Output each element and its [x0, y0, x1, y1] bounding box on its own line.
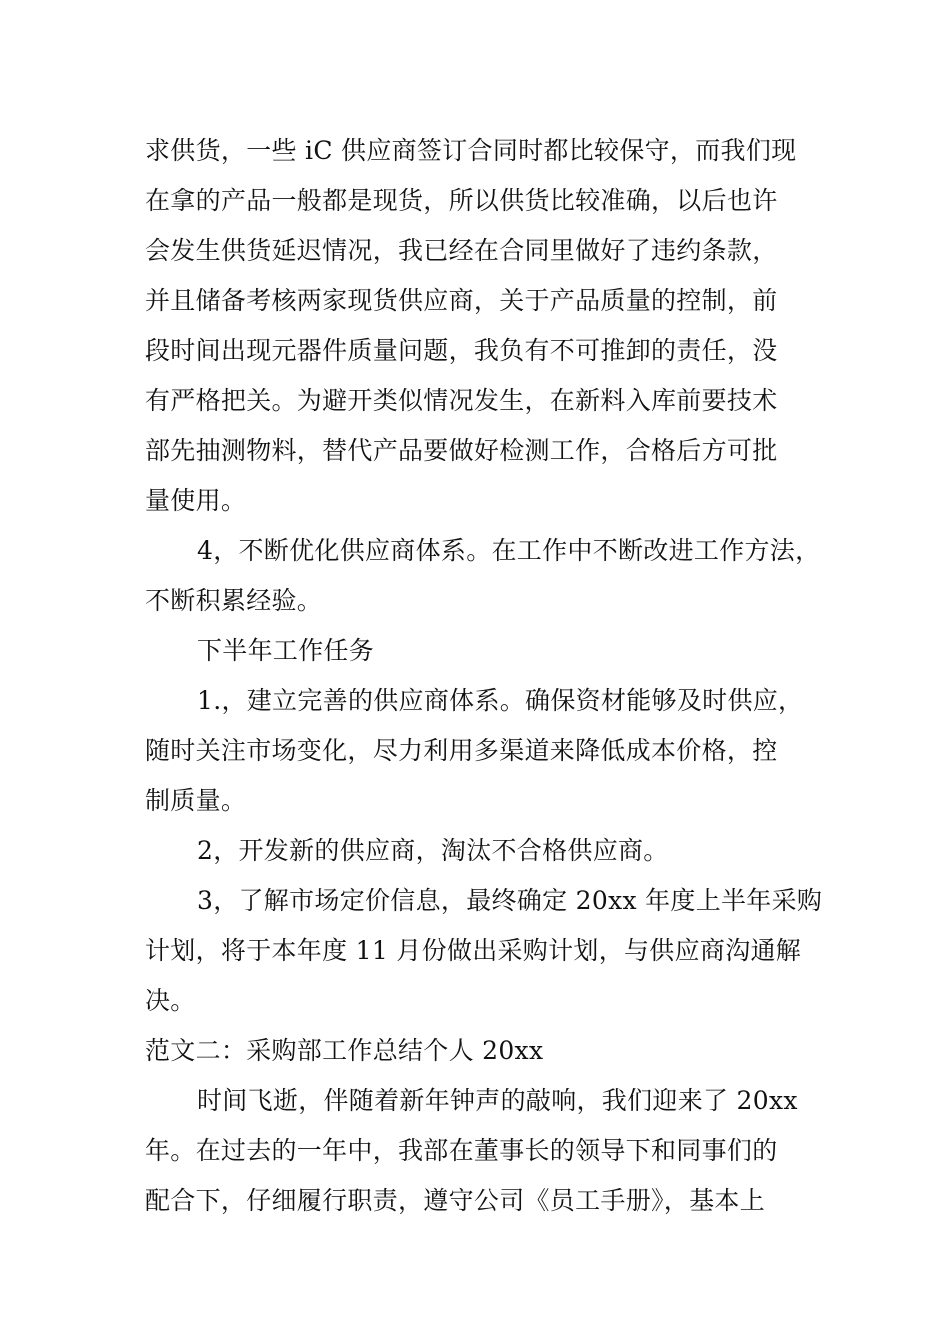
text-line: 量使用。: [145, 486, 247, 515]
paragraph-start-line: 1.，建立完善的供应商体系。确保资材能够及时供应，: [197, 686, 804, 715]
paragraph-start-line: 4，不断优化供应商体系。在工作中不断改进工作方法，: [197, 536, 821, 565]
text-line: 随时关注市场变化，尽力利用多渠道来降低成本价格，控: [145, 736, 778, 765]
text-line: 决。: [145, 986, 196, 1015]
section-heading: 下半年工作任务: [197, 636, 375, 665]
text-line: 不断积累经验。: [145, 586, 323, 615]
paragraph-start-line: 2，开发新的供应商，淘汰不合格供应商。: [197, 836, 669, 865]
text-line: 配合下，仔细履行职责，遵守公司《员工手册》，基本上: [145, 1186, 766, 1215]
text-line: 制质量。: [145, 786, 247, 815]
paragraph-start-line: 时间飞逝，伴随着新年钟声的敲响，我们迎来了 20xx: [197, 1086, 798, 1115]
text-line: 计划，将于本年度 11 月份做出采购计划，与供应商沟通解: [145, 936, 802, 965]
document-body: [145, 126, 825, 1226]
text-line: 年。在过去的一年中，我部在董事长的领导下和同事们的: [145, 1136, 778, 1165]
article-heading: 范文二：采购部工作总结个人 20xx: [145, 1036, 544, 1065]
text-line: 段时间出现元器件质量问题，我负有不可推卸的责任，没: [145, 336, 778, 365]
paragraph-start-line: 3，了解市场定价信息，最终确定 20xx 年度上半年采购: [197, 886, 823, 915]
text-line: 部先抽测物料，替代产品要做好检测工作，合格后方可批: [145, 436, 778, 465]
text-line: 有严格把关。为避开类似情况发生，在新料入库前要技术: [145, 386, 778, 415]
text-line: 并且储备考核两家现货供应商，关于产品质量的控制，前: [145, 286, 778, 315]
text-line: 在拿的产品一般都是现货，所以供货比较准确，以后也许: [145, 186, 778, 215]
text-line: 会发生供货延迟情况，我已经在合同里做好了违约条款，: [145, 236, 778, 265]
text-line: 求供货，一些 iC 供应商签订合同时都比较保守，而我们现: [145, 136, 797, 165]
